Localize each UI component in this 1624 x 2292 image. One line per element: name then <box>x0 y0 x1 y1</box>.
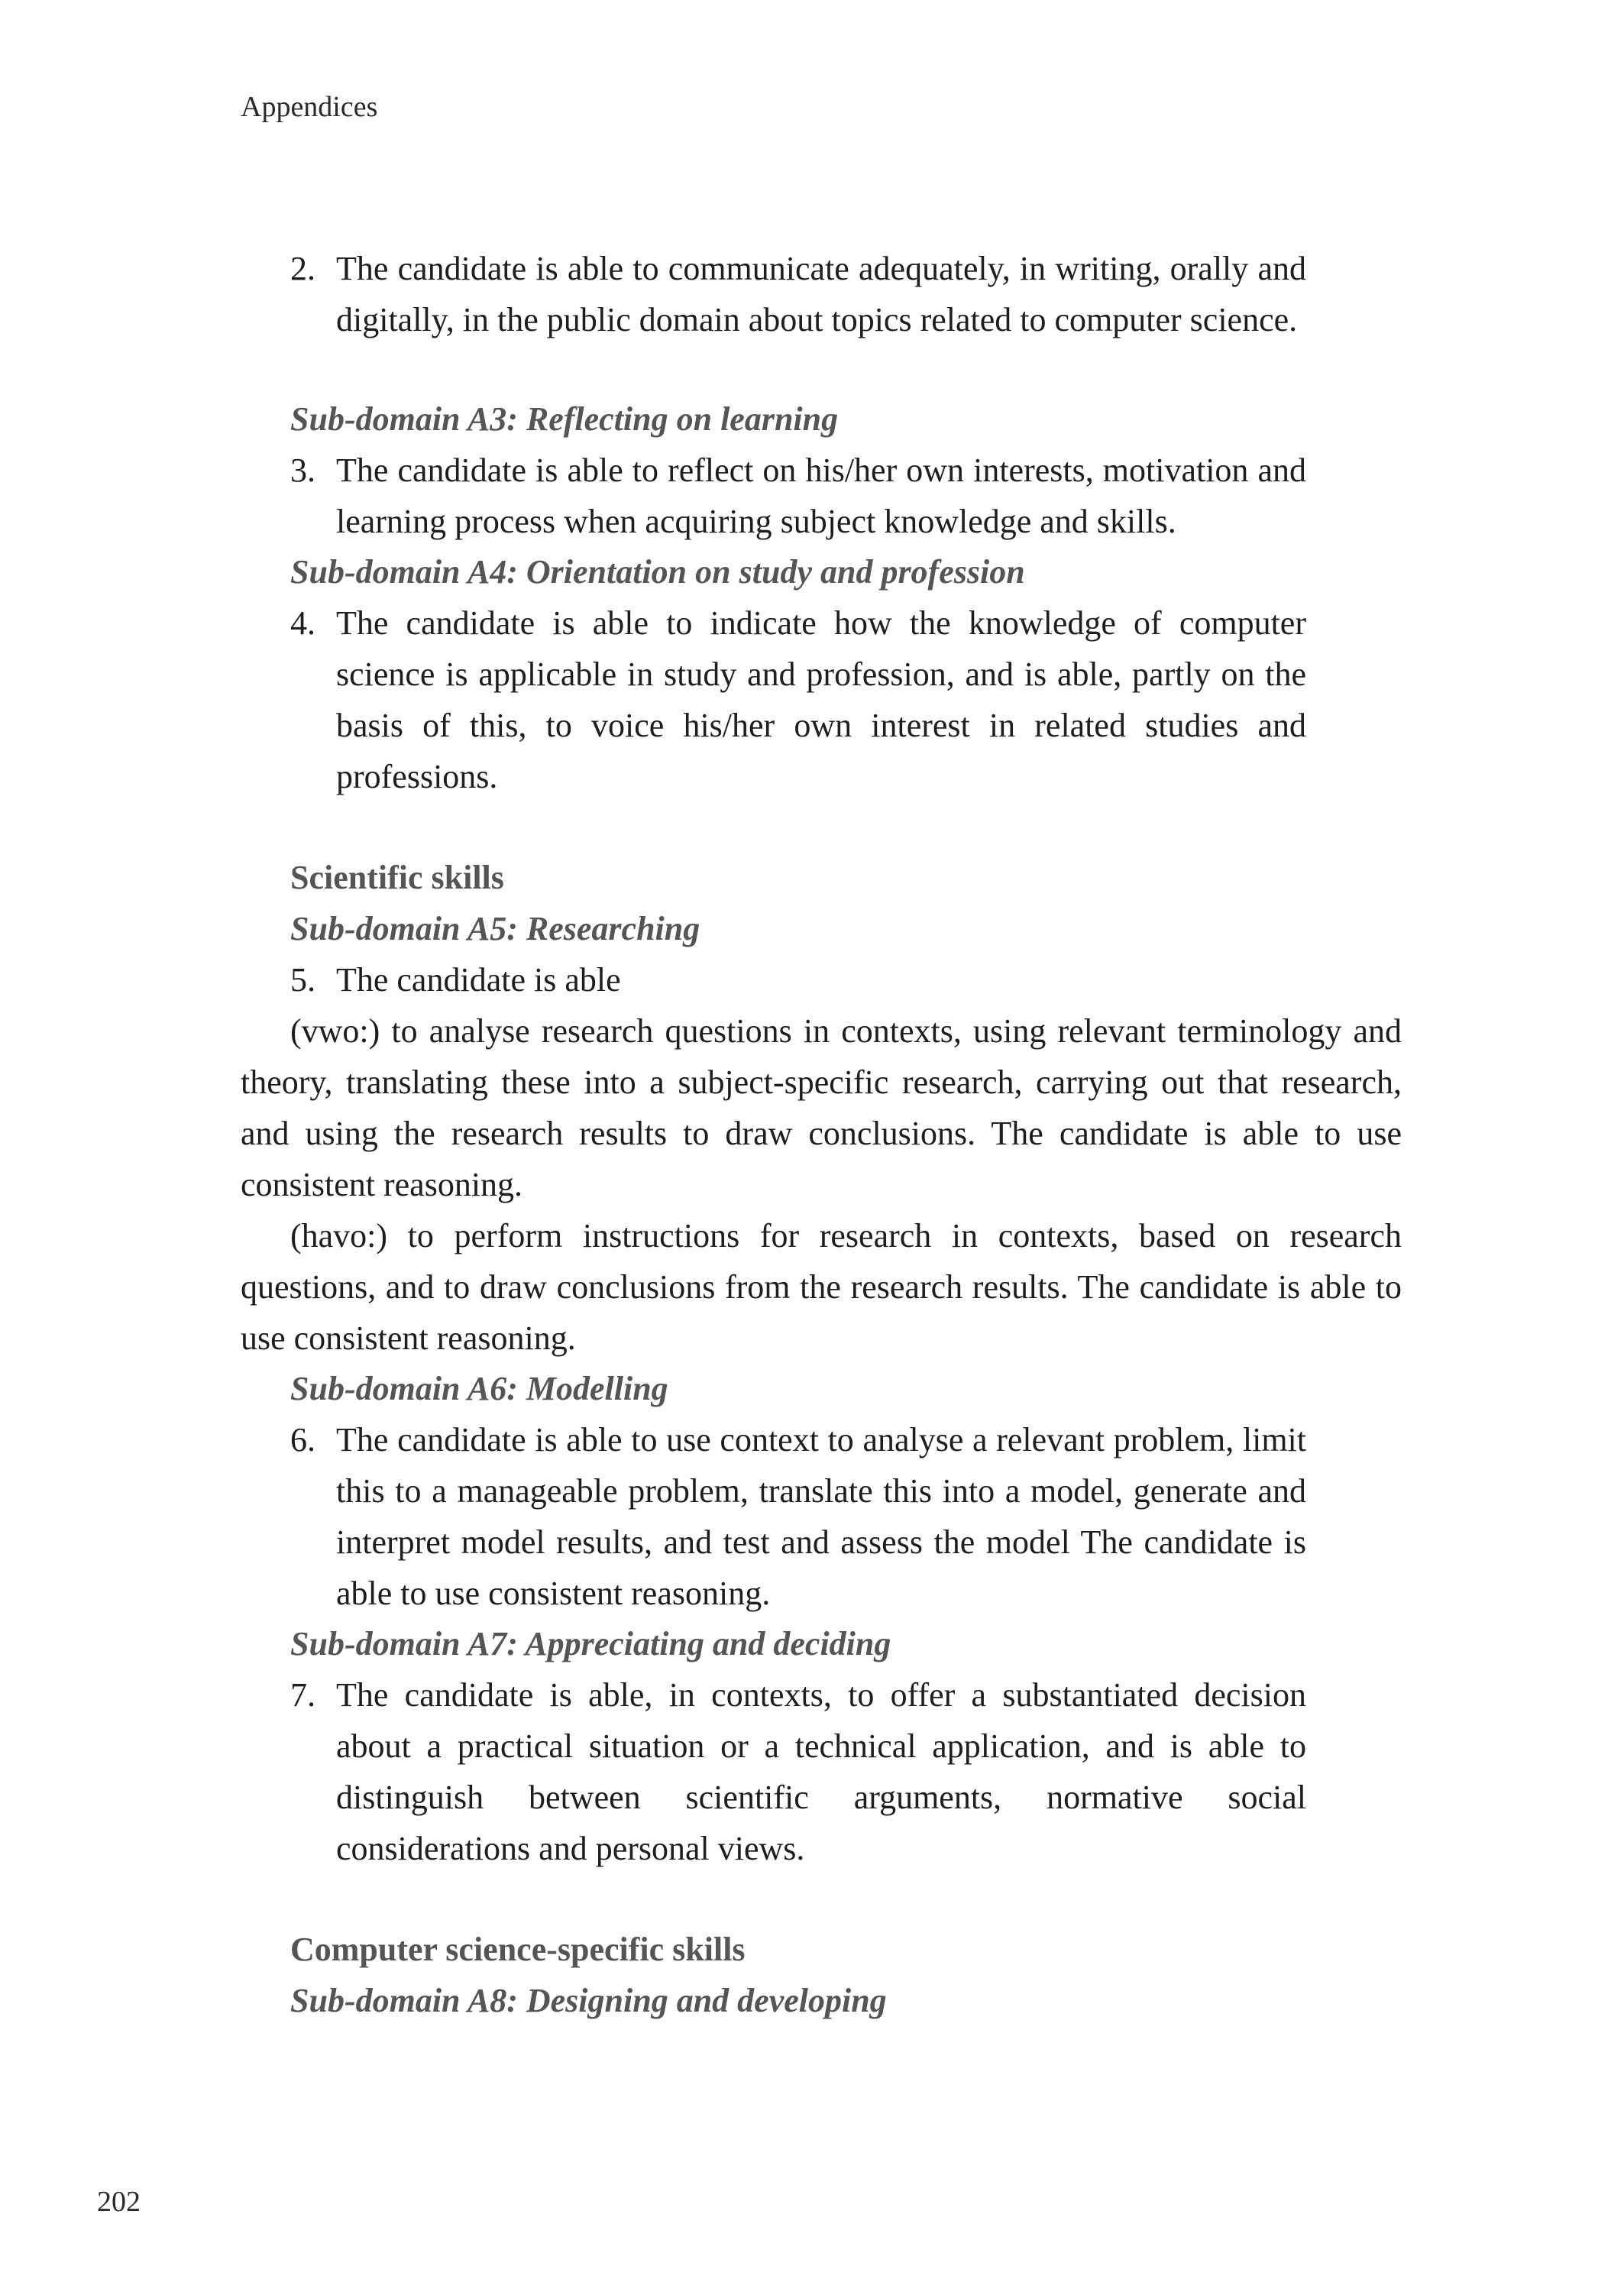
list-item-text: The candidate is able to reflect on his/her own interests, motivation and learning process when acquiring subject knowledge and skills. <box>336 452 1306 540</box>
running-header: Appendices <box>241 91 378 123</box>
list-item-number: 4. <box>290 604 315 642</box>
list-item-2 <box>290 243 1306 345</box>
subdomain-heading-a8: Sub-domain A8: Designing and developing <box>290 1982 887 2019</box>
list-item-number: 6. <box>290 1421 315 1458</box>
list-item-number: 2. <box>290 250 315 287</box>
vwo-paragraph: (vwo:) to analyse research questions in contexts, using relevant terminology and theory, translating these into a subject-specific research, carrying out that research, and using the research results to draw conclusions. The candidate is able to use consistent reasoning. <box>241 1012 1402 1203</box>
list-item-number: 3. <box>290 452 315 489</box>
section-heading-computer-science-skills: Computer science-specific skills <box>290 1931 746 1968</box>
list-item-text: The candidate is able to indicate how the knowledge of computer science is applicable in study and profession, and is able, partly on the basis of this, to voice his/her own interest in related studies and professions. <box>336 604 1306 795</box>
list-item-5 <box>290 954 1306 1005</box>
subdomain-heading-a3: Sub-domain A3: Reflecting on learning <box>290 400 839 438</box>
list-item-3 <box>290 445 1306 547</box>
page-number: 202 <box>97 2186 141 2218</box>
list-item-7 <box>290 1669 1306 1874</box>
subdomain-heading-a4: Sub-domain A4: Orientation on study and profession <box>290 553 1025 591</box>
list-item-text: The candidate is able <box>336 961 621 999</box>
list-item-text: The candidate is able, in contexts, to offer a substantiated decision about a practical situation or a technical application, and is able to distinguish between scientific arguments, normative social considerations and personal views. <box>336 1676 1306 1867</box>
list-item-number: 5. <box>290 961 315 999</box>
subdomain-heading-a7: Sub-domain A7: Appreciating and deciding <box>290 1625 891 1662</box>
subdomain-heading-a6: Sub-domain A6: Modelling <box>290 1370 668 1407</box>
list-item-text: The candidate is able to communicate adequately, in writing, orally and digitally, in the public domain about topics related to computer science. <box>336 250 1306 338</box>
section-heading-scientific-skills: Scientific skills <box>290 859 504 896</box>
list-item-4 <box>290 597 1306 802</box>
list-item-number: 7. <box>290 1676 315 1714</box>
havo-paragraph: (havo:) to perform instructions for research in contexts, based on research questions, and to draw conclusions from the research results. The candidate is able to use consistent reasoning. <box>241 1217 1402 1357</box>
list-item-6 <box>290 1414 1306 1619</box>
list-item-text: The candidate is able to use context to analyse a relevant problem, limit this to a manageable problem, translate this into a model, generate and interpret model results, and test and assess the model The candidate is able to use consistent reasoning. <box>336 1421 1306 1612</box>
subdomain-heading-a5: Sub-domain A5: Researching <box>290 910 700 947</box>
